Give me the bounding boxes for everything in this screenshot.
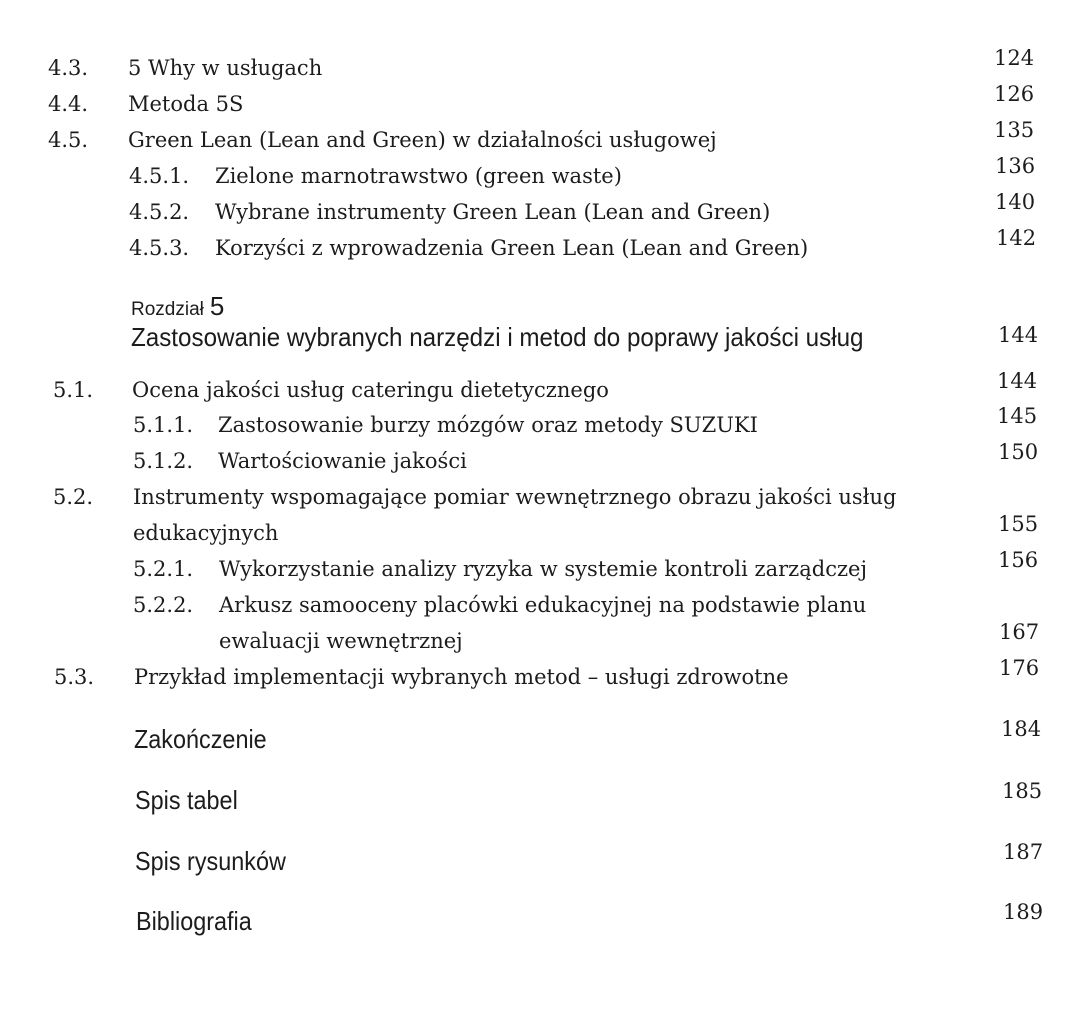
back-matter-page: 187 xyxy=(1003,840,1044,864)
chapter-label-text: Rozdział xyxy=(131,299,204,320)
entry-page: 140 xyxy=(995,190,1036,214)
back-matter-zakonczenie: Zakończenie xyxy=(134,724,267,754)
entry-page: 155 xyxy=(998,512,1039,536)
entry-title-line-1: Arkusz samooceny placówki edukacyjnej na podstawie planu xyxy=(219,593,867,617)
entry-page: 176 xyxy=(999,656,1040,680)
entry-number: 5.1.2. xyxy=(133,449,194,473)
entry-number: 4.5.3. xyxy=(129,236,190,260)
entry-page: 167 xyxy=(999,620,1040,644)
entry-page: 145 xyxy=(997,404,1038,428)
entry-number: 5.3. xyxy=(54,665,95,689)
chapter-page: 144 xyxy=(998,323,1039,347)
entry-title: Korzyści z wprowadzenia Green Lean (Lean and Green) xyxy=(215,236,809,260)
entry-title: Wartościowanie jakości xyxy=(218,449,467,473)
back-matter-page: 185 xyxy=(1002,779,1043,803)
entry-page: 144 xyxy=(997,369,1038,393)
entry-page: 142 xyxy=(996,226,1037,250)
entry-number: 4.3. xyxy=(48,56,89,80)
entry-title: 5 Why w usługach xyxy=(128,56,323,80)
entry-title-line-1: Instrumenty wspomagające pomiar wewnętrznego obrazu jakości usług xyxy=(133,485,897,509)
entry-title: Wykorzystanie analizy ryzyka w systemie kontroli zarządczej xyxy=(219,557,867,581)
entry-number: 5.1.1. xyxy=(133,413,194,437)
entry-title: Wybrane instrumenty Green Lean (Lean and Green) xyxy=(215,200,771,224)
entry-number: 4.5.2. xyxy=(129,200,190,224)
entry-title-line-2: edukacyjnych xyxy=(133,521,279,545)
chapter-number: 5 xyxy=(209,291,225,321)
entry-title: Metoda 5S xyxy=(128,92,244,116)
entry-title: Przykład implementacji wybranych metod – usługi zdrowotne xyxy=(134,665,789,689)
entry-page: 150 xyxy=(998,440,1039,464)
entry-title: Ocena jakości usług cateringu dietetycznego xyxy=(132,378,609,402)
entry-page: 126 xyxy=(994,82,1035,106)
entry-page: 156 xyxy=(998,548,1039,572)
entry-page: 124 xyxy=(994,46,1035,70)
entry-title: Green Lean (Lean and Green) w działalności usługowej xyxy=(128,128,717,152)
entry-number: 5.2. xyxy=(53,485,94,509)
entry-number: 4.4. xyxy=(48,92,89,116)
entry-title: Zielone marnotrawstwo (green waste) xyxy=(215,164,622,188)
back-matter-bibliografia: Bibliografia xyxy=(136,906,252,936)
entry-number: 5.2.1. xyxy=(133,557,194,581)
entry-page: 136 xyxy=(995,154,1036,178)
chapter-label xyxy=(131,291,225,322)
back-matter-page: 184 xyxy=(1001,717,1042,741)
entry-number: 5.1. xyxy=(53,378,94,402)
entry-title-line-2: ewaluacji wewnętrznej xyxy=(219,629,463,653)
back-matter-page: 189 xyxy=(1003,900,1044,924)
entry-title: Zastosowanie burzy mózgów oraz metody SUZUKI xyxy=(218,413,758,437)
entry-number: 4.5.1. xyxy=(129,164,190,188)
entry-number: 5.2.2. xyxy=(133,593,194,617)
entry-page: 135 xyxy=(994,118,1035,142)
back-matter-spis-rysunkow: Spis rysunków xyxy=(135,846,286,876)
entry-number: 4.5. xyxy=(48,128,89,152)
chapter-title: Zastosowanie wybranych narzędzi i metod do poprawy jakości usług xyxy=(131,322,864,352)
back-matter-spis-tabel: Spis tabel xyxy=(135,785,238,815)
